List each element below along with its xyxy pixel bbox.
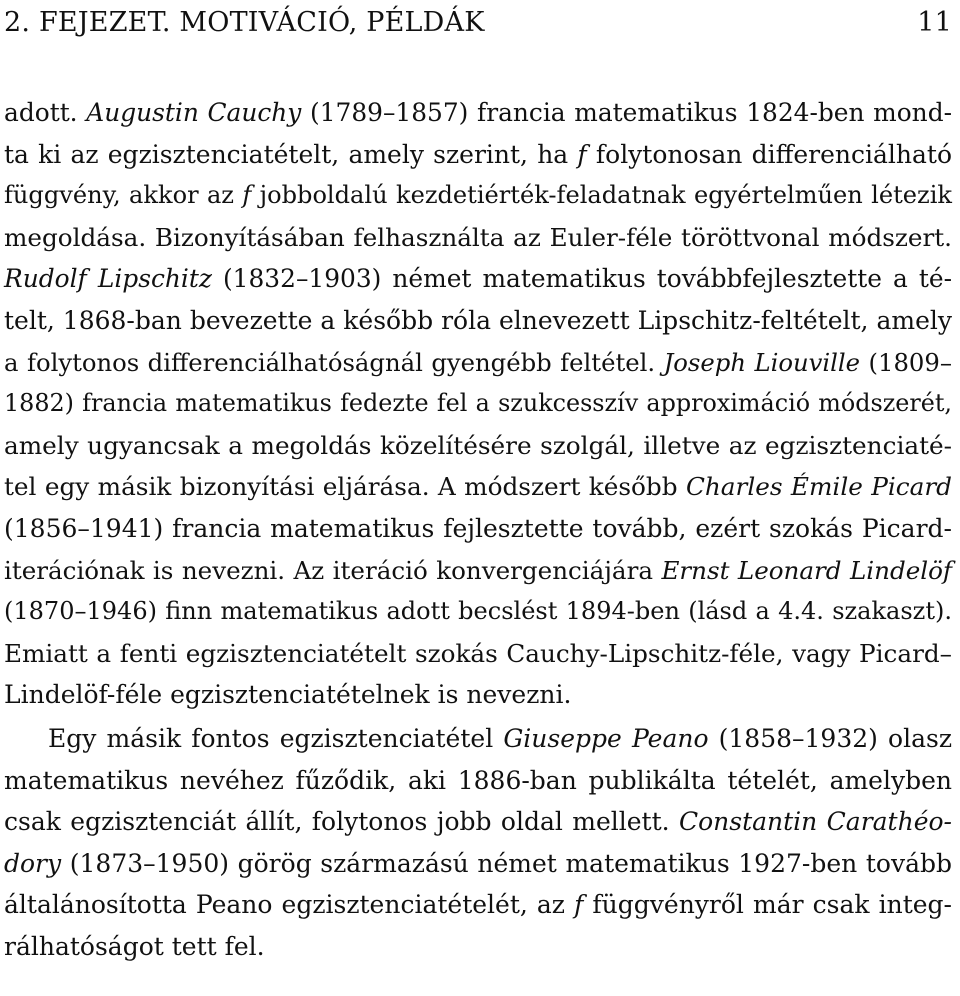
paragraph-2: [4, 718, 952, 968]
text-line: (1856–1941) francia matematikus fejlesztette tovább, ezért szokás Picard-: [4, 513, 952, 543]
text-line: tel egy másik bizonyítási eljárása. A módszert később Charles Émile Picard: [4, 472, 952, 502]
running-head: [4, 0, 952, 44]
chapter-title: 2. FEJEZET. MOTIVÁCIÓ, PÉLDÁK: [4, 6, 485, 38]
text-line: telt, 1868-ban bevezette a később róla elnevezett Lipschitz-feltételt, amely: [4, 305, 952, 335]
person-name: Constantin Carathéo-: [678, 807, 952, 837]
person-name: Augustin Cauchy: [86, 98, 302, 127]
math-symbol: f: [577, 139, 587, 169]
text-line: megoldása. Bizonyításában felhasználta az Euler-féle töröttvonal módszert.: [4, 222, 952, 252]
person-name: Joseph Liouville: [663, 347, 861, 377]
text-line: a folytonos differenciálhatóságnál gyengébb feltétel. Joseph Liouville (1809–: [4, 347, 952, 377]
text-line: Emiatt a fenti egzisztenciatételt szokás Cauchy-Lipschitz-féle, vagy Picard–: [4, 638, 952, 668]
text-line: matematikus nevéhez fűződik, aki 1886-ban publikálta tételét, amelyben: [4, 765, 952, 795]
page-number: 11: [917, 6, 952, 38]
text-line: Lindelöf-féle egzisztenciatételnek is nevezni.: [4, 680, 572, 710]
text-line: Egy másik fontos egzisztenciatétel Giuseppe Peano (1858–1932) olasz: [48, 723, 952, 753]
text-line: dory (1873–1950) görög származású német matematikus 1927-ben tovább: [4, 848, 952, 878]
person-name: Giuseppe Peano: [503, 723, 709, 753]
text-line: Rudolf Lipschitz (1832–1903) német matematikus továbbfejlesztette a té-: [4, 264, 952, 294]
person-name: Charles Émile Picard: [685, 472, 952, 502]
text-line: adott. Augustin Cauchy (1789–1857) francia matematikus 1824-ben mond-: [4, 98, 953, 127]
text-line: csak egzisztenciát állít, folytonos jobb oldal mellett. Constantin Carathéo-: [4, 807, 952, 837]
person-name: Rudolf Lipschitz: [4, 264, 212, 294]
text-line: függvény, akkor az f jobboldalú kezdetiérték-feladatnak egyértelműen létezik: [4, 181, 952, 210]
math-symbol: f: [242, 181, 252, 210]
text-line: rálhatóságot tett fel.: [4, 931, 265, 961]
text-line: amely ugyancsak a megoldás közelítésére szolgál, illetve az egzisztenciaté-: [4, 430, 952, 460]
math-symbol: f: [574, 890, 584, 920]
text-line: iterációnak is nevezni. Az iteráció konvergenciájára Ernst Leonard Lindelöf: [4, 555, 953, 585]
paragraph-1: [4, 92, 952, 716]
text-line: (1870–1946) finn matematikus adott becslést 1894-ben (lásd a 4.4. szakaszt).: [4, 597, 952, 626]
text-line: általánosította Peano egzisztenciatételét, az f függvényről már csak integ-: [4, 890, 952, 920]
text-line: ta ki az egzisztenciatételt, amely szerint, ha f folytonosan differenciálható: [4, 139, 952, 169]
text-line: 1882) francia matematikus fedezte fel a szukcesszív approximáció módszerét,: [4, 389, 952, 418]
person-name: dory: [4, 848, 62, 878]
body-text: [4, 92, 952, 967]
person-name: Ernst Leonard Lindelöf: [661, 555, 953, 585]
